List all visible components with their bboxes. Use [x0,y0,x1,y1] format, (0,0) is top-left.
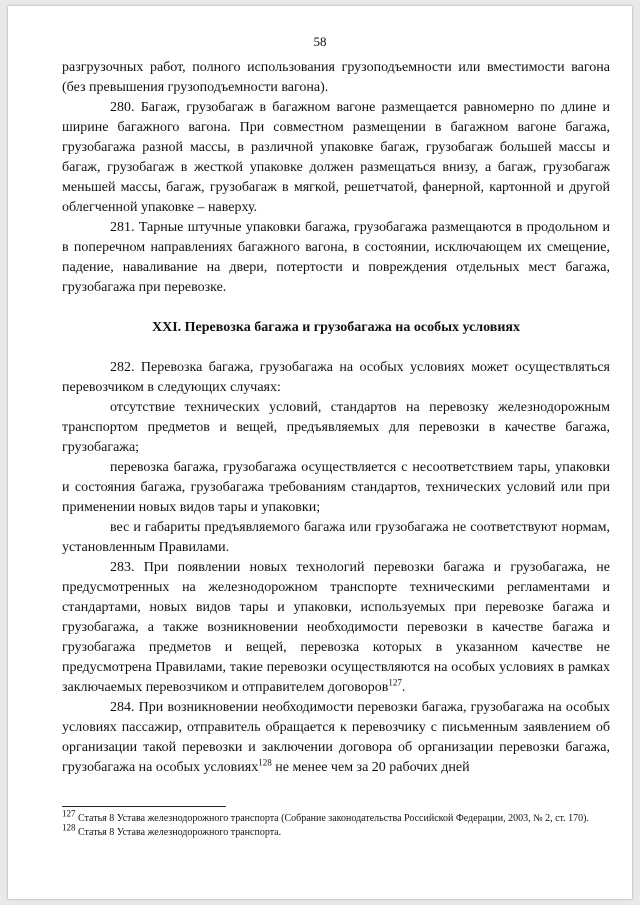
paragraph-282-case-1: отсутствие технических условий, стандартов на перевозку железнодорожным транспортом предметов и вещей, предъявляемых для перевозки в качестве багажа, грузобагажа; [62,400,610,455]
paragraph-284 [62,698,610,778]
footnote-128-marker: 128 [62,822,76,833]
paragraph-284-text: 284. При возникновении необходимости перевозки багажа, грузобагажа на особых условиях пассажир, отправитель обращается к перевозчику с письменным заявлением об организации такой перевозки и заключении договора об организации перевозки багажа, грузобагажа на особых условиях [62,700,610,775]
page-number: 58 [313,34,327,49]
footnote-127 [62,808,610,825]
footnote-128-text: Статья 8 Устава железнодорожного транспорта. [78,827,282,838]
paragraph-282-case-3: вес и габариты предъявляемого багажа или грузобагажа не соответствуют нормам, установленным Правилами. [62,520,610,555]
footnote-ref-127[interactable]: 127 [388,677,402,688]
footnote-127-marker: 127 [62,808,76,819]
paragraph-283-tail: . [401,680,406,695]
paragraph-282: 282. Перевозка багажа, грузобагажа на особых условиях может осуществляться перевозчиком в следующих случаях: [62,360,610,395]
paragraph-282-case-2: перевозка багажа, грузобагажа осуществляется с несоответствием тары, упаковки и состояния багажа, грузобагажа требованиям стандартов, технических условий или при применении новых видов тары и упаковки; [62,460,610,515]
footnote-ref-128[interactable]: 128 [258,757,272,768]
paragraph-281: 281. Тарные штучные упаковки багажа, грузобагажа размещаются в продольном и в поперечном направлениях багажного вагона, в состоянии, исключающем их смещение, падение, наваливание на двери, потертости и повреждения отдельных мест багажа, грузобагажа при перевозке. [62,220,610,295]
paragraph-283-text: 283. При появлении новых технологий перевозки багажа и грузобагажа, не предусмотренных на железнодорожном транспорте техническими регламентами и стандартами, новых видов тары и упаковки, используемых при перевозке багажа и грузобагажа, а также возникновении необходимости перевозки в качестве багажа и грузобагажа предметов и вещей, перевозка которых в указанном качестве не предусмотрена Правилами, такие перевозки осуществляются на особых условиях в рамках заключаемых перевозчиком и отправителем договоров [62,560,610,695]
paragraph-280: 280. Багаж, грузобагаж в багажном вагоне размещается равномерно по длине и ширине багажного вагона. При совместном размещении в багажном вагоне багажа, грузобагажа разной массы, в различной упаковке багаж, грузобагаж большей массы и багаж, грузобагаж в жесткой упаковке должен размещаться внизу, а багаж, грузобагаж меньшей массы, багаж, грузобагаж в мягкой, решетчатой, фанерной, картонной и другой облегченной упаковке – наверху. [62,100,610,215]
footnote-127-text: Статья 8 Устава железнодорожного транспорта (Собрание законодательства Российской Федерации, 2003, № 2, ст. 170). [78,813,589,824]
paragraph-continuation: разгрузочных работ, полного использования грузоподъемности или вместимости вагона (без превышения грузоподъемности вагона). [62,60,610,95]
paragraph-284-tail: не менее чем за 20 рабочих дней [271,760,470,775]
footnotes [62,808,610,840]
footnote-128 [62,822,610,839]
document-body [62,58,610,778]
paragraph-283 [62,558,610,698]
section-heading: XXI. Перевозка багажа и грузобагажа на особых условиях [151,320,520,335]
document-page [8,6,632,899]
footnote-divider [62,806,226,807]
